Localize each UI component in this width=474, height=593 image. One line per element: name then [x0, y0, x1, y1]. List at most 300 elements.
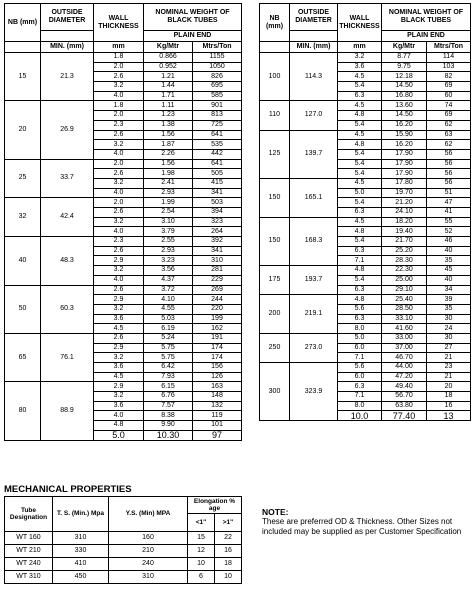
- kg-mtr-cell: 3.10: [144, 217, 193, 227]
- wall-thickness-cell: 7.1: [338, 256, 382, 266]
- mtrs-ton-cell: 269: [193, 285, 242, 295]
- table-row: [5, 285, 242, 295]
- mtrs-ton-cell: 220: [193, 304, 242, 314]
- wall-thickness-cell: 6.0: [338, 343, 382, 353]
- mtrs-ton-cell: 826: [193, 72, 242, 82]
- table-row: [260, 266, 471, 276]
- wall-thickness-cell: 1.8: [94, 53, 144, 63]
- elongation-lt1-cell: 6: [188, 571, 215, 584]
- elongation-gt1-cell: 10: [215, 571, 242, 584]
- wall-thickness-cell: 3.6: [94, 314, 144, 324]
- wall-thickness-cell: 2.6: [94, 169, 144, 179]
- mtrs-ton-cell: 45: [427, 266, 471, 276]
- wall-thickness-cell: 7.1: [338, 353, 382, 363]
- wall-thickness-cell: 4.8: [94, 421, 144, 431]
- mtrs-ton-cell: 51: [427, 188, 471, 198]
- tube-designation-cell: WT 210: [5, 545, 53, 558]
- mtrs-ton-cell: 41: [427, 208, 471, 218]
- mtrs-ton-cell: 97: [193, 430, 242, 440]
- wall-thickness-cell: 4.5: [338, 130, 382, 140]
- kg-mtr-cell: 5.24: [144, 333, 193, 343]
- wall-thickness-cell: 2.0: [94, 62, 144, 72]
- min-mm-header: MIN. (mm): [290, 42, 338, 53]
- table-row: [5, 101, 242, 111]
- kg-mtr-cell: 3.79: [144, 227, 193, 237]
- mtrs-ton-cell: 13: [427, 411, 471, 421]
- wall-thickness-cell: 5.6: [338, 304, 382, 314]
- mtrs-ton-cell: 16: [427, 401, 471, 411]
- table-row: [260, 101, 471, 111]
- wall-thickness-cell: 5.6: [338, 363, 382, 373]
- wall-thickness-cell: 4.5: [338, 217, 382, 227]
- wall-thickness-cell: 5.4: [338, 159, 382, 169]
- kg-mtr-cell: 17.80: [382, 178, 427, 188]
- wall-thickness-cell: 6.3: [338, 285, 382, 295]
- nb-cell: 150: [260, 178, 290, 217]
- kg-mtr-cell: 49.40: [382, 382, 427, 392]
- mtrs-ton-cell: 503: [193, 198, 242, 208]
- kg-mtr-cell: 56.70: [382, 392, 427, 402]
- mtrs-ton-cell: 82: [427, 72, 471, 82]
- wall-thickness-cell: 4.0: [94, 91, 144, 101]
- outside-diameter-cell: 60.3: [41, 285, 94, 333]
- kg-mtr-cell: 7.93: [144, 372, 193, 382]
- greater-than-one-inch-header: >1": [215, 514, 242, 532]
- left-specification-table: [4, 3, 242, 441]
- wall-thickness-cell: 2.9: [94, 295, 144, 305]
- kg-mtr-cell: 6.42: [144, 363, 193, 373]
- outside-diameter-cell: 273.0: [290, 333, 338, 362]
- kg-mtr-cell: 1.56: [144, 159, 193, 169]
- mtrs-ton-cell: 60: [427, 91, 471, 101]
- kg-mtr-cell: 10.30: [144, 430, 193, 440]
- wall-thickness-cell: 6.3: [338, 314, 382, 324]
- outside-diameter-header: OUTSIDE DIAMETER: [41, 4, 94, 31]
- mtrs-ton-cell: 191: [193, 333, 242, 343]
- mtrs-ton-cell: 813: [193, 111, 242, 121]
- mtrs-ton-cell: 244: [193, 295, 242, 305]
- mtrs-ton-cell: 21: [427, 372, 471, 382]
- table-row: [5, 333, 242, 343]
- mtrs-ton-cell: 34: [427, 285, 471, 295]
- mtrs-ton-cell: 132: [193, 401, 242, 411]
- nb-cell: 175: [260, 266, 290, 295]
- kg-mtr-cell: 7.57: [144, 401, 193, 411]
- wall-thickness-cell: 8.0: [338, 401, 382, 411]
- mtrs-ton-cell: 505: [193, 169, 242, 179]
- wall-thickness-cell: 2.9: [94, 343, 144, 353]
- mtrs-ton-cell: 341: [193, 246, 242, 256]
- nb-cell: 80: [5, 382, 41, 440]
- right-specification-table: [259, 3, 471, 421]
- outside-diameter-cell: 323.9: [290, 363, 338, 421]
- note-block: [262, 507, 470, 537]
- mtrs-ton-cell: 30: [427, 314, 471, 324]
- outside-diameter-cell: 127.0: [290, 101, 338, 130]
- elongation-header: Elongation % age: [188, 497, 242, 514]
- mtrs-ton-cell: 55: [427, 217, 471, 227]
- tensile-strength-cell: 330: [53, 545, 109, 558]
- nb-cell: 15: [5, 53, 41, 101]
- wall-thickness-cell: 5.4: [338, 149, 382, 159]
- nb-cell: 40: [5, 237, 41, 285]
- wall-thickness-cell: 3.2: [94, 353, 144, 363]
- wall-thickness-cell: 7.1: [338, 392, 382, 402]
- wall-thickness-cell: 2.0: [94, 198, 144, 208]
- kg-mtr-cell: 25.00: [382, 275, 427, 285]
- mtrs-ton-header: Mtrs/Ton: [427, 42, 471, 53]
- mechanical-properties-table: [4, 496, 242, 584]
- kg-mtr-header: Kg/Mtr: [382, 42, 427, 53]
- wall-thickness-cell: 6.0: [338, 372, 382, 382]
- kg-mtr-cell: 2.41: [144, 178, 193, 188]
- mtrs-ton-cell: 199: [193, 314, 242, 324]
- kg-mtr-cell: 2.26: [144, 149, 193, 159]
- mtrs-ton-cell: 56: [427, 169, 471, 179]
- mtrs-ton-cell: 69: [427, 111, 471, 121]
- mtrs-ton-cell: 62: [427, 140, 471, 150]
- kg-mtr-cell: 47.20: [382, 372, 427, 382]
- wall-thickness-cell: 6.3: [338, 382, 382, 392]
- mtrs-ton-cell: 23: [427, 363, 471, 373]
- mtrs-ton-cell: 1050: [193, 62, 242, 72]
- wall-thickness-cell: 5.4: [338, 198, 382, 208]
- wall-thickness-cell: 4.5: [338, 72, 382, 82]
- wall-thickness-cell: 4.8: [338, 227, 382, 237]
- kg-mtr-cell: 41.60: [382, 324, 427, 334]
- wall-thickness-cell: 6.3: [338, 246, 382, 256]
- tensile-strength-cell: 310: [53, 532, 109, 545]
- table-row: [5, 159, 242, 169]
- kg-mtr-cell: 0.952: [144, 62, 193, 72]
- wall-thickness-cell: 3.2: [338, 53, 382, 63]
- kg-mtr-cell: 4.37: [144, 275, 193, 285]
- kg-mtr-cell: 6.15: [144, 382, 193, 392]
- kg-mtr-cell: 6.19: [144, 324, 193, 334]
- mtrs-ton-cell: 101: [193, 421, 242, 431]
- wall-thickness-cell: 1.8: [94, 101, 144, 111]
- kg-mtr-cell: 9.75: [382, 62, 427, 72]
- wall-thickness-cell: 4.8: [338, 266, 382, 276]
- wall-thickness-cell: 5.0: [94, 430, 144, 440]
- table-row: [260, 363, 471, 373]
- outside-diameter-cell: 33.7: [41, 159, 94, 198]
- table-row: [5, 382, 242, 392]
- mtrs-ton-cell: 229: [193, 275, 242, 285]
- kg-mtr-cell: 2.55: [144, 237, 193, 247]
- kg-mtr-header: Kg/Mtr: [144, 42, 193, 53]
- wall-thickness-cell: 4.5: [338, 101, 382, 111]
- mtrs-ton-cell: 35: [427, 304, 471, 314]
- mtrs-ton-cell: 21: [427, 353, 471, 363]
- wall-thickness-cell: 2.9: [94, 256, 144, 266]
- kg-mtr-cell: 1.11: [144, 101, 193, 111]
- table-row: [260, 217, 471, 227]
- kg-mtr-cell: 33.00: [382, 333, 427, 343]
- wall-thickness-cell: 4.5: [94, 372, 144, 382]
- table-row: [5, 571, 242, 584]
- wall-thickness-cell: 5.4: [338, 120, 382, 130]
- tensile-strength-cell: 410: [53, 558, 109, 571]
- table-row: [260, 178, 471, 188]
- mtrs-ton-cell: 46: [427, 237, 471, 247]
- mechanical-properties-title: MECHANICAL PROPERTIES: [4, 484, 132, 495]
- kg-mtr-cell: 33.10: [382, 314, 427, 324]
- mtrs-ton-cell: 725: [193, 120, 242, 130]
- wall-thickness-cell: 2.6: [94, 72, 144, 82]
- kg-mtr-cell: 37.00: [382, 343, 427, 353]
- nb-cell: 65: [5, 333, 41, 381]
- wall-thickness-cell: 5.4: [338, 275, 382, 285]
- yield-strength-cell: 160: [109, 532, 188, 545]
- table-row: [5, 237, 242, 247]
- outside-diameter-header: OUTSIDE DIAMETER: [290, 4, 338, 31]
- outside-diameter-cell: 42.4: [41, 198, 94, 237]
- kg-mtr-cell: 15.90: [382, 130, 427, 140]
- mtrs-ton-cell: 174: [193, 353, 242, 363]
- mtrs-ton-cell: 114: [427, 53, 471, 63]
- wall-thickness-header: WALL THICKNESS: [338, 4, 382, 42]
- kg-mtr-cell: 29.10: [382, 285, 427, 295]
- mtrs-ton-cell: 27: [427, 343, 471, 353]
- wall-thickness-cell: 2.6: [94, 208, 144, 218]
- kg-mtr-cell: 1.87: [144, 140, 193, 150]
- table-row: [5, 558, 242, 571]
- tube-designation-header: Tube Designation: [5, 497, 53, 532]
- table-row: [260, 130, 471, 140]
- kg-mtr-cell: 4.10: [144, 295, 193, 305]
- kg-mtr-cell: 1.38: [144, 120, 193, 130]
- kg-mtr-cell: 17.90: [382, 169, 427, 179]
- mtrs-ton-cell: 901: [193, 101, 242, 111]
- mtrs-ton-cell: 40: [427, 275, 471, 285]
- wall-thickness-cell: 3.6: [338, 62, 382, 72]
- kg-mtr-cell: 13.60: [382, 101, 427, 111]
- nb-cell: 20: [5, 101, 41, 159]
- note-text: These are preferred OD & Thickness. Other Sizes not included may be supplied as per Customer Specification: [262, 517, 462, 536]
- wall-thickness-cell: 4.5: [338, 178, 382, 188]
- mtrs-ton-cell: 35: [427, 256, 471, 266]
- elongation-lt1-cell: 10: [188, 558, 215, 571]
- outside-diameter-cell: 48.3: [41, 237, 94, 285]
- kg-mtr-cell: 12.18: [382, 72, 427, 82]
- nominal-weight-header: NOMINAL WEIGHT OF BLACK TUBES: [382, 4, 471, 31]
- mtrs-ton-cell: 281: [193, 266, 242, 276]
- outside-diameter-cell: 139.7: [290, 130, 338, 178]
- elongation-lt1-cell: 15: [188, 532, 215, 545]
- kg-mtr-cell: 28.30: [382, 256, 427, 266]
- nb-header: NB (mm): [260, 4, 290, 42]
- wall-thickness-cell: 3.2: [94, 178, 144, 188]
- kg-mtr-cell: 8.38: [144, 411, 193, 421]
- wall-thickness-cell: 3.6: [94, 363, 144, 373]
- mtrs-ton-cell: 39: [427, 295, 471, 305]
- mtrs-ton-cell: 641: [193, 130, 242, 140]
- outside-diameter-cell: 88.9: [41, 382, 94, 440]
- wall-thickness-cell: 2.6: [94, 333, 144, 343]
- mtrs-ton-cell: 103: [427, 62, 471, 72]
- mtrs-ton-cell: 341: [193, 188, 242, 198]
- wall-thickness-cell: 2.6: [94, 130, 144, 140]
- kg-mtr-cell: 22.30: [382, 266, 427, 276]
- wall-thickness-cell: 5.0: [338, 188, 382, 198]
- plain-end-header: PLAIN END: [144, 31, 242, 42]
- wall-thickness-cell: 3.2: [94, 140, 144, 150]
- kg-mtr-cell: 19.70: [382, 188, 427, 198]
- kg-mtr-cell: 1.98: [144, 169, 193, 179]
- mtrs-ton-cell: 323: [193, 217, 242, 227]
- nb-cell: 25: [5, 159, 41, 198]
- outside-diameter-cell: 26.9: [41, 101, 94, 159]
- plain-end-header: PLAIN END: [382, 31, 471, 42]
- nb-cell: 300: [260, 363, 290, 421]
- kg-mtr-cell: 63.80: [382, 401, 427, 411]
- nb-cell: 110: [260, 101, 290, 130]
- nb-cell: 250: [260, 333, 290, 362]
- outside-diameter-cell: 219.1: [290, 295, 338, 334]
- wall-thickness-cell: 2.0: [94, 159, 144, 169]
- nb-cell: 150: [260, 217, 290, 265]
- outside-diameter-cell: 76.1: [41, 333, 94, 381]
- mtrs-ton-header: Mtrs/Ton: [193, 42, 242, 53]
- outside-diameter-cell: 21.3: [41, 53, 94, 101]
- yield-strength-cell: 240: [109, 558, 188, 571]
- kg-mtr-cell: 3.56: [144, 266, 193, 276]
- nb-cell: 100: [260, 53, 290, 101]
- mtrs-ton-cell: 162: [193, 324, 242, 334]
- table-row: [260, 295, 471, 305]
- wall-thickness-cell: 4.0: [94, 227, 144, 237]
- kg-mtr-cell: 17.90: [382, 159, 427, 169]
- wall-thickness-cell: 4.0: [94, 149, 144, 159]
- kg-mtr-cell: 5.75: [144, 343, 193, 353]
- kg-mtr-cell: 5.75: [144, 353, 193, 363]
- kg-mtr-cell: 46.70: [382, 353, 427, 363]
- tube-designation-cell: WT 310: [5, 571, 53, 584]
- wall-thickness-cell: 3.2: [94, 217, 144, 227]
- table-row: [5, 53, 242, 63]
- mtrs-ton-cell: 52: [427, 227, 471, 237]
- kg-mtr-cell: 5.03: [144, 314, 193, 324]
- yield-strength-cell: 310: [109, 571, 188, 584]
- kg-mtr-cell: 16.80: [382, 91, 427, 101]
- mtrs-ton-cell: 1155: [193, 53, 242, 63]
- wall-thickness-cell: 4.8: [338, 111, 382, 121]
- elongation-gt1-cell: 22: [215, 532, 242, 545]
- mtrs-ton-cell: 310: [193, 256, 242, 266]
- wall-thickness-cell: 10.0: [338, 411, 382, 421]
- mtrs-ton-cell: 535: [193, 140, 242, 150]
- kg-mtr-cell: 4.55: [144, 304, 193, 314]
- wall-thickness-cell: 3.2: [94, 82, 144, 92]
- kg-mtr-cell: 16.20: [382, 120, 427, 130]
- mtrs-ton-cell: 641: [193, 159, 242, 169]
- table-row: [5, 545, 242, 558]
- elongation-gt1-cell: 18: [215, 558, 242, 571]
- kg-mtr-cell: 8.77: [382, 53, 427, 63]
- yield-strength-header: Y.S. (Min) MPA: [109, 497, 188, 532]
- mtrs-ton-cell: 394: [193, 208, 242, 218]
- wall-thickness-cell: 6.3: [338, 208, 382, 218]
- wall-thickness-cell: 3.2: [94, 392, 144, 402]
- tube-designation-cell: WT 240: [5, 558, 53, 571]
- wall-thickness-header: WALL THICKNESS: [94, 4, 144, 42]
- mtrs-ton-cell: 695: [193, 82, 242, 92]
- kg-mtr-cell: 21.70: [382, 237, 427, 247]
- nb-cell: 200: [260, 295, 290, 334]
- nb-header: NB (mm): [5, 4, 41, 42]
- kg-mtr-cell: 77.40: [382, 411, 427, 421]
- wall-thickness-cell: 8.0: [338, 324, 382, 334]
- mtrs-ton-cell: 264: [193, 227, 242, 237]
- mtrs-ton-cell: 40: [427, 246, 471, 256]
- kg-mtr-cell: 44.00: [382, 363, 427, 373]
- kg-mtr-cell: 16.20: [382, 140, 427, 150]
- wall-thickness-cell: 2.0: [94, 111, 144, 121]
- mtrs-ton-cell: 156: [193, 363, 242, 373]
- wall-thickness-cell: 6.3: [338, 91, 382, 101]
- kg-mtr-cell: 14.50: [382, 111, 427, 121]
- kg-mtr-cell: 18.20: [382, 217, 427, 227]
- tube-designation-cell: WT 160: [5, 532, 53, 545]
- kg-mtr-cell: 0.866: [144, 53, 193, 63]
- wall-thickness-cell: 4.0: [94, 275, 144, 285]
- table-row: [260, 333, 471, 343]
- wall-thickness-cell: 3.2: [94, 266, 144, 276]
- note-title: NOTE:: [262, 507, 289, 517]
- kg-mtr-cell: 1.99: [144, 198, 193, 208]
- wall-thickness-cell: 5.4: [338, 237, 382, 247]
- mtrs-ton-cell: 69: [427, 82, 471, 92]
- mtrs-ton-cell: 442: [193, 149, 242, 159]
- wall-thickness-cell: 2.3: [94, 120, 144, 130]
- kg-mtr-cell: 3.72: [144, 285, 193, 295]
- mm-header: mm: [338, 42, 382, 53]
- wall-thickness-cell: 2.6: [94, 246, 144, 256]
- mtrs-ton-cell: 24: [427, 324, 471, 334]
- min-mm-header: MIN. (mm): [41, 42, 94, 53]
- mtrs-ton-cell: 392: [193, 237, 242, 247]
- outside-diameter-cell: 168.3: [290, 217, 338, 265]
- mtrs-ton-cell: 74: [427, 101, 471, 111]
- mm-header: mm: [94, 42, 144, 53]
- mtrs-ton-cell: 148: [193, 392, 242, 402]
- wall-thickness-cell: 5.0: [338, 333, 382, 343]
- wall-thickness-cell: 5.4: [338, 169, 382, 179]
- kg-mtr-cell: 1.56: [144, 130, 193, 140]
- wall-thickness-cell: 3.2: [94, 304, 144, 314]
- mtrs-ton-cell: 47: [427, 198, 471, 208]
- nb-cell: 50: [5, 285, 41, 333]
- kg-mtr-cell: 25.40: [382, 295, 427, 305]
- mtrs-ton-cell: 126: [193, 372, 242, 382]
- wall-thickness-cell: 2.3: [94, 237, 144, 247]
- mtrs-ton-cell: 18: [427, 392, 471, 402]
- tensile-strength-header: T. S. (Min.) Mpa: [53, 497, 109, 532]
- wall-thickness-cell: 2.9: [94, 382, 144, 392]
- kg-mtr-cell: 28.50: [382, 304, 427, 314]
- kg-mtr-cell: 3.23: [144, 256, 193, 266]
- wall-thickness-cell: 5.4: [338, 82, 382, 92]
- tensile-strength-cell: 450: [53, 571, 109, 584]
- mtrs-ton-cell: 174: [193, 343, 242, 353]
- nb-cell: 125: [260, 130, 290, 178]
- mtrs-ton-cell: 63: [427, 130, 471, 140]
- kg-mtr-cell: 1.44: [144, 82, 193, 92]
- wall-thickness-cell: 4.5: [94, 324, 144, 334]
- yield-strength-cell: 210: [109, 545, 188, 558]
- mtrs-ton-cell: 56: [427, 159, 471, 169]
